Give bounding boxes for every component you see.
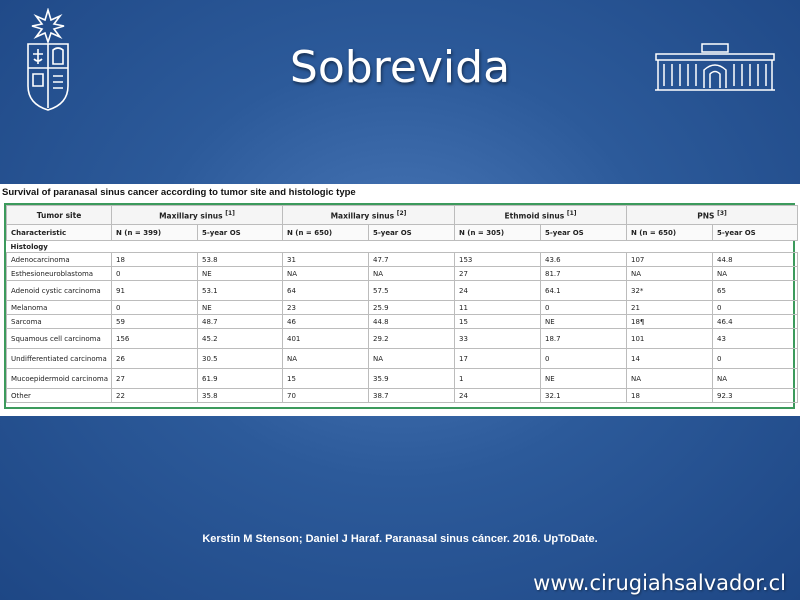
table-row: [7, 267, 798, 281]
table-cell: 18¶: [627, 315, 713, 329]
table-cell: 24: [455, 389, 541, 403]
characteristic-cell: N (n = 399): [112, 225, 198, 241]
table-header-row: [7, 206, 798, 225]
table-cell: 0: [541, 301, 627, 315]
characteristic-cell: N (n = 650): [283, 225, 369, 241]
table-cell: NA: [283, 267, 369, 281]
table-cell: 15: [283, 369, 369, 389]
table-cell: 25.9: [369, 301, 455, 315]
histology-name: Mucoepidermoid carcinoma: [7, 369, 112, 389]
table-cell: 0: [112, 301, 198, 315]
table-cell: 11: [455, 301, 541, 315]
header-group: [283, 206, 455, 225]
table-frame: [4, 203, 795, 409]
hospital-building-logo: [654, 40, 776, 94]
table-cell: 81.7: [541, 267, 627, 281]
slide-title: Sobrevida: [289, 42, 511, 93]
table-caption: Survival of paranasal sinus cancer according to tumor site and histologic type: [2, 187, 356, 198]
table-cell: NA: [369, 349, 455, 369]
table-cell: 27: [455, 267, 541, 281]
table-cell: 29.2: [369, 329, 455, 349]
table-cell: 46.4: [713, 315, 798, 329]
header-group: [455, 206, 627, 225]
table-row: [7, 369, 798, 389]
table-cell: 23: [283, 301, 369, 315]
table-row: [7, 329, 798, 349]
table-row: [7, 349, 798, 369]
table-cell: 38.7: [369, 389, 455, 403]
table-cell: 53.8: [198, 253, 283, 267]
characteristic-cell: 5-year OS: [713, 225, 798, 241]
characteristic-cell: N (n = 305): [455, 225, 541, 241]
header-group: [112, 206, 283, 225]
table-cell: NA: [713, 267, 798, 281]
table-cell: 44.8: [713, 253, 798, 267]
table-cell: 35.8: [198, 389, 283, 403]
table-cell: 17: [455, 349, 541, 369]
table-cell: 35.9: [369, 369, 455, 389]
table-cell: NA: [627, 267, 713, 281]
table-cell: 43.6: [541, 253, 627, 267]
histology-name: Undifferentiated carcinoma: [7, 349, 112, 369]
table-cell: 46: [283, 315, 369, 329]
table-cell: NA: [283, 349, 369, 369]
header-group-ref: [1]: [225, 209, 235, 217]
table-cell: 18: [627, 389, 713, 403]
table-cell: 21: [627, 301, 713, 315]
table-cell: 0: [713, 349, 798, 369]
table-cell: 32*: [627, 281, 713, 301]
header-group-label: Maxillary sinus: [159, 211, 223, 221]
table-cell: 64: [283, 281, 369, 301]
table-cell: 18: [112, 253, 198, 267]
table-cell: 45.2: [198, 329, 283, 349]
table-cell: 18.7: [541, 329, 627, 349]
table-cell: 32.1: [541, 389, 627, 403]
table-cell: NE: [541, 315, 627, 329]
characteristic-cell: 5-year OS: [541, 225, 627, 241]
table-cell: NA: [369, 267, 455, 281]
table-cell: 53.1: [198, 281, 283, 301]
table-row: [7, 253, 798, 267]
table-cell: 156: [112, 329, 198, 349]
characteristic-cell: 5-year OS: [198, 225, 283, 241]
histology-name: Adenocarcinoma: [7, 253, 112, 267]
table-cell: 0: [541, 349, 627, 369]
table-cell: 26: [112, 349, 198, 369]
table-cell: 70: [283, 389, 369, 403]
header-group-label: Ethmoid sinus: [504, 211, 565, 221]
characteristic-label: Characteristic: [7, 225, 112, 241]
table-row: [7, 389, 798, 403]
table-cell: 43: [713, 329, 798, 349]
table-cell: 101: [627, 329, 713, 349]
table-cell: 57.5: [369, 281, 455, 301]
table-cell: 64.1: [541, 281, 627, 301]
table-cell: 15: [455, 315, 541, 329]
histology-name: Squamous cell carcinoma: [7, 329, 112, 349]
header-group-ref: [2]: [396, 209, 407, 217]
histology-name: Sarcoma: [7, 315, 112, 329]
header-group-ref: [3]: [717, 209, 727, 217]
table-cell: 24: [455, 281, 541, 301]
table-cell: 153: [455, 253, 541, 267]
header-group-label: Maxillary sinus: [330, 211, 395, 221]
table-cell: 14: [627, 349, 713, 369]
table-row: [7, 315, 798, 329]
table-cell: NE: [541, 369, 627, 389]
table-body: [7, 225, 798, 403]
table-cell: 107: [627, 253, 713, 267]
table-cell: 92.3: [713, 389, 798, 403]
table-cell: 61.9: [198, 369, 283, 389]
table-cell: 59: [112, 315, 198, 329]
table-cell: NA: [627, 369, 713, 389]
table-cell: 30.5: [198, 349, 283, 369]
table-cell: 27: [112, 369, 198, 389]
table-cell: 33: [455, 329, 541, 349]
table-cell: 22: [112, 389, 198, 403]
characteristic-cell: 5-year OS: [369, 225, 455, 241]
header-group-ref: [1]: [566, 209, 577, 217]
histology-name: Esthesioneuroblastoma: [7, 267, 112, 281]
table-cell: 47.7: [369, 253, 455, 267]
table-cell: 44.8: [369, 315, 455, 329]
survival-table: [6, 205, 798, 403]
characteristic-cell: N (n = 650): [627, 225, 713, 241]
table-cell: 48.7: [198, 315, 283, 329]
table-cell: 0: [713, 301, 798, 315]
table-cell: 0: [112, 267, 198, 281]
table-cell: 91: [112, 281, 198, 301]
website-url: www.cirugiahsalvador.cl: [533, 571, 786, 595]
histology-name: Melanoma: [7, 301, 112, 315]
table-cell: NE: [198, 267, 283, 281]
table-cell: 401: [283, 329, 369, 349]
histology-name: Adenoid cystic carcinoma: [7, 281, 112, 301]
table-cell: NE: [198, 301, 283, 315]
section-label: Histology: [7, 241, 798, 253]
table-cell: 1: [455, 369, 541, 389]
header-group: [627, 206, 798, 225]
histology-name: Other: [7, 389, 112, 403]
citation-text: Kerstin M Stenson; Daniel J Haraf. Paranasal sinus cáncer. 2016. UpToDate.: [202, 533, 598, 545]
table-row: [7, 281, 798, 301]
table-cell: NA: [713, 369, 798, 389]
section-row: [7, 241, 798, 253]
table-cell: 65: [713, 281, 798, 301]
characteristic-row: [7, 225, 798, 241]
table-cell: 31: [283, 253, 369, 267]
header-group-label: PNS: [697, 211, 715, 221]
survival-table-panel: [0, 184, 800, 416]
header-tumor-site: Tumor site: [7, 206, 112, 225]
hospital-building-icon: [654, 40, 776, 94]
table-row: [7, 301, 798, 315]
